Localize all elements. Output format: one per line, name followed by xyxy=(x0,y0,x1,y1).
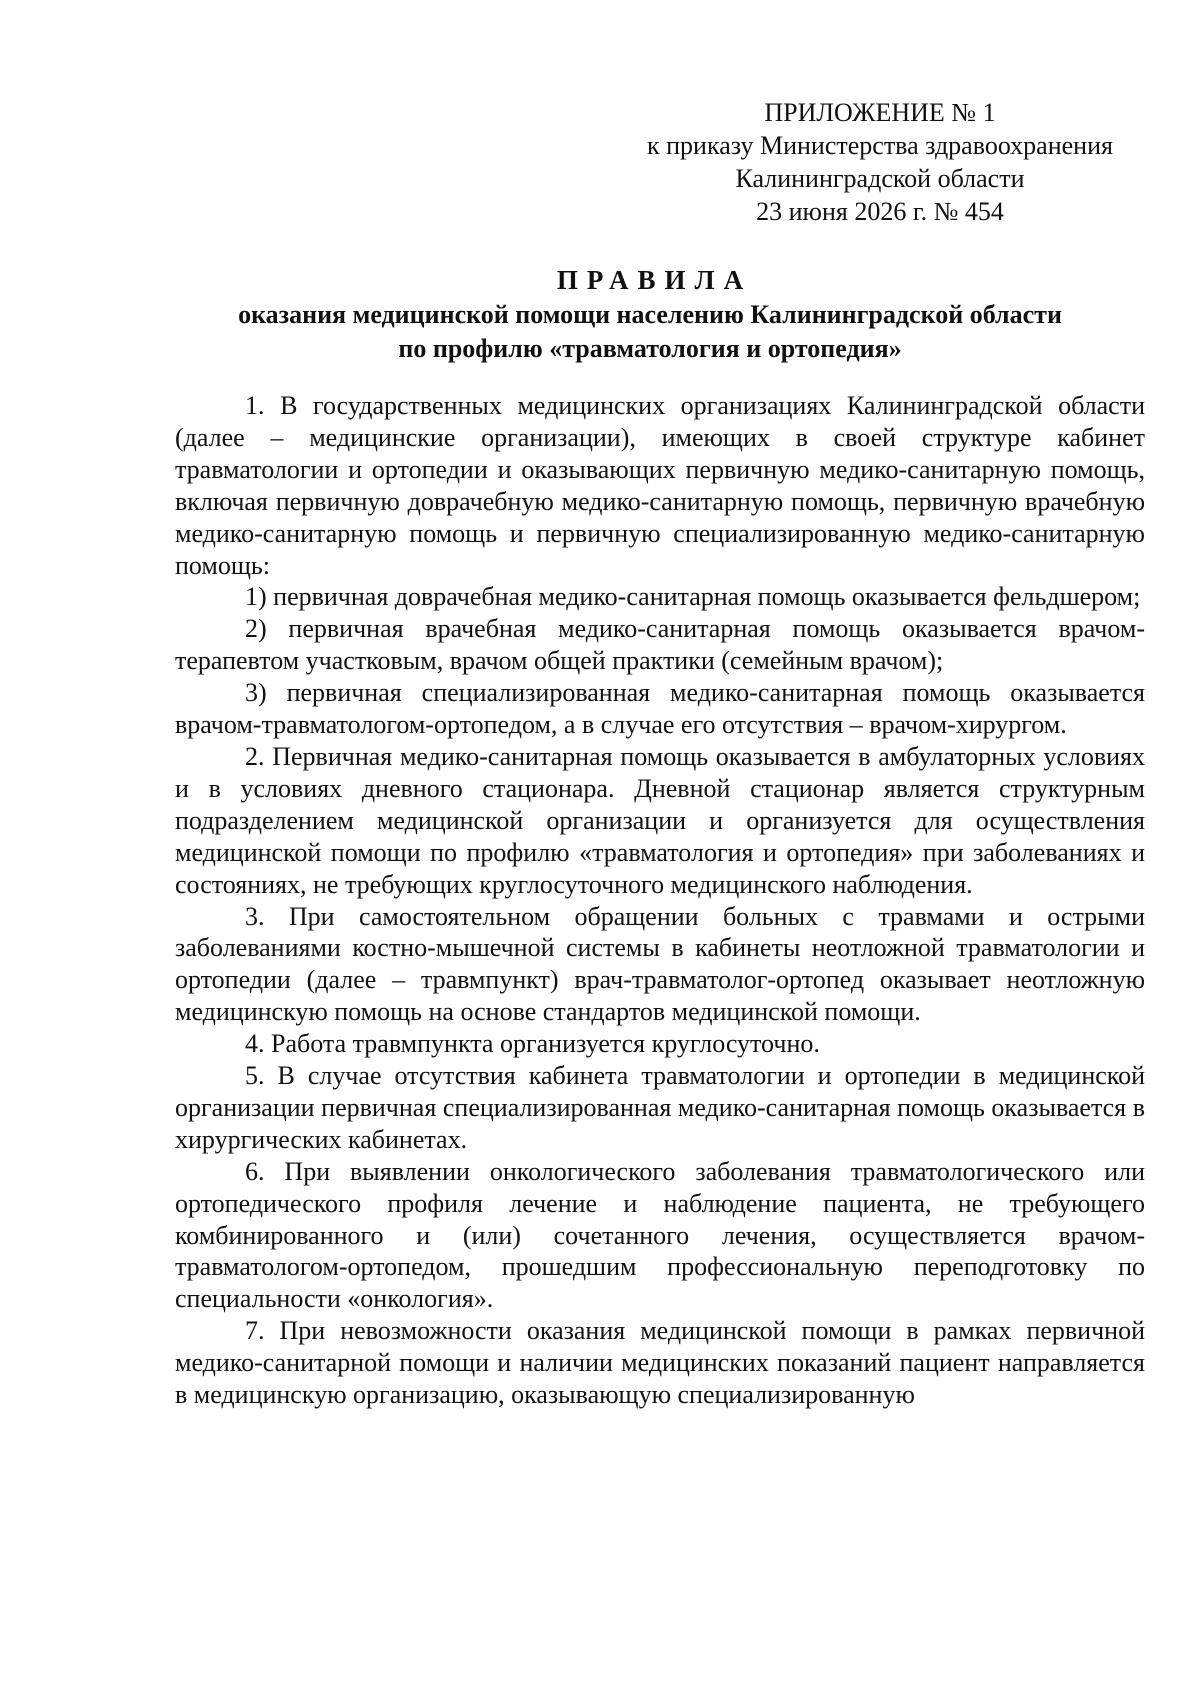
paragraph-5: 5. В случае отсутствия кабинета травматологии и ортопедии в медицинской организации первичная специализированная медико-санитарная помощь оказывается в хирургических кабинетах. xyxy=(175,1061,1145,1154)
paragraph-1: 1. В государственных медицинских организациях Калининградской области (далее – медицинские организации), имеющих в своей структуре кабинет травматологии и ортопедии и оказывающих первичную медико-санитарную помощь, включая первичную доврачебную медико-санитарную помощь, первичную врачебную медико-санитарную помощь и первичную специализированную медико-санитарную помощь: xyxy=(175,391,1145,580)
appendix-region: Калининградской области xyxy=(735,164,1025,193)
paragraph-1-item-2: 2) первичная врачебная медико-санитарная помощь оказывается врачом-терапевтом участковым, врачом общей практики (семейным врачом); xyxy=(175,614,1145,676)
paragraph-3: 3. При самостоятельном обращении больных с травмами и острыми заболеваниями костно-мышечной системы в кабинеты неотложной травматологии и ортопедии (далее – травмпункт) врач-травматолог-ортопед оказывает неотложную медицинскую помощь на основе стандартов медицинской помощи. xyxy=(175,901,1145,1027)
appendix-date-number: 23 июня 2026 г. № 454 xyxy=(756,197,1004,226)
paragraph-1-item-3: 3) первичная специализированная медико-санитарная помощь оказывается врачом-травматологом-ортопедом, а в случае его отсутствия – врачом-хирургом. xyxy=(175,678,1145,740)
title-main: ПРАВИЛА xyxy=(556,265,753,295)
appendix-order-ref: к приказу Министерства здравоохранения xyxy=(647,131,1113,160)
paragraph-7: 7. При невозможности оказания медицинской помощи в рамках первичной медико-санитарной помощи и наличии медицинских показаний пациент направляется в медицинскую организацию, оказывающую специализированную xyxy=(175,1316,1145,1410)
document-title xyxy=(170,262,1130,366)
paragraph-4: 4. Работа травмпункта организуется круглосуточно. xyxy=(245,1029,820,1059)
appendix-header xyxy=(620,96,1140,228)
paragraph-2: 2. Первичная медико-санитарная помощь оказывается в амбулаторных условиях и в условиях дневного стационара. Дневной стационар является структурным подразделением медицинской организации и организуется для осуществления медицинской помощи по профилю «травматология и ортопедия» при заболеваниях и состояниях, не требующих круглосуточного медицинского наблюдения. xyxy=(175,741,1145,899)
document-body xyxy=(175,390,1145,1411)
paragraph-1-item-1: 1) первичная доврачебная медико-санитарная помощь оказывается фельдшером; xyxy=(245,582,1141,612)
appendix-number: ПРИЛОЖЕНИЕ № 1 xyxy=(764,98,996,127)
title-subtitle-line1: оказания медицинской помощи населению Калининградской области xyxy=(238,300,1062,329)
title-subtitle-line2: по профилю «травматология и ортопедия» xyxy=(398,334,902,363)
paragraph-6: 6. При выявлении онкологического заболевания травматологического или ортопедического профиля лечение и наблюдение пациента, не требующего комбинированного и (или) сочетанного лечения, осуществляется врачом-травматологом-ортопедом, прошедшим профессиональную переподготовку по специальности «онкология». xyxy=(175,1156,1145,1314)
